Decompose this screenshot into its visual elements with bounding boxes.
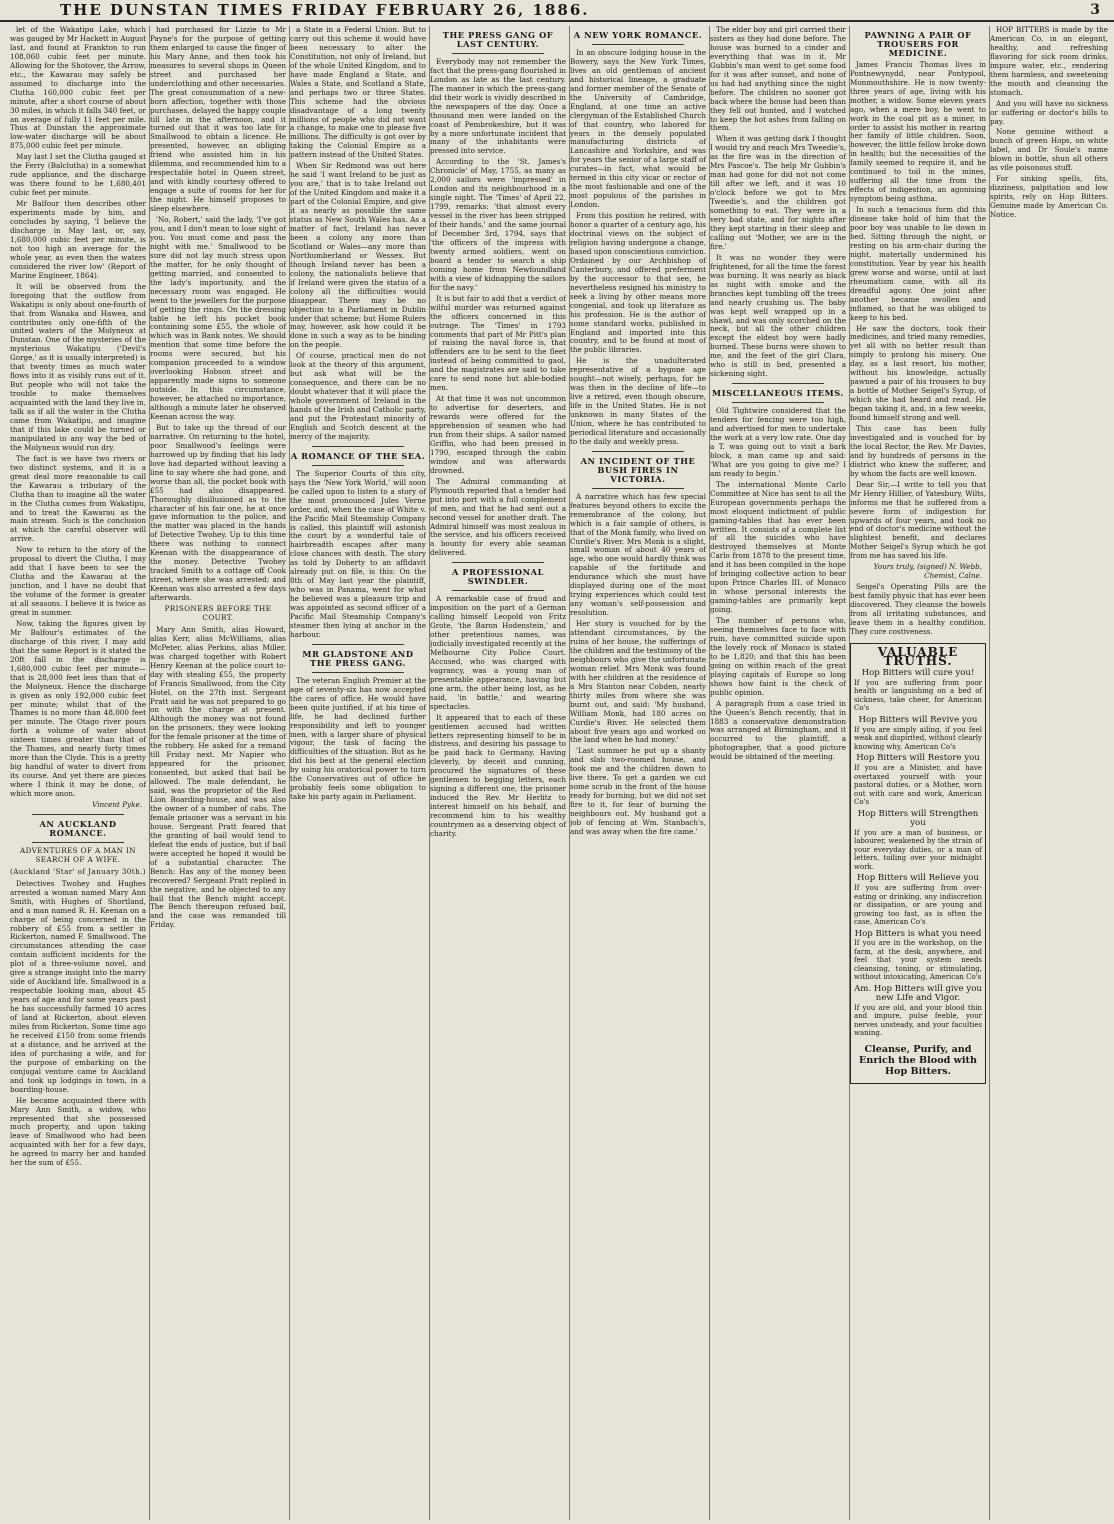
divider: [32, 842, 124, 843]
article-paragraph: This case has been fully investigated and is vouched for by the local Rector, the Rev. Mr Davies, and by hundreds of persons in the district who knew the sufferer, and by whom the facts are well known.: [850, 423, 986, 478]
advert-text: If you are a man of business, or labourer, weakened by the strain of your everyday duties, or a man of letters, toiling over your midnight work.: [854, 828, 982, 871]
article-paragraph: had purchased for Lizzie to Mr Payne's for the purpose of getting them enlarged to cause the finger of his Mary Anne, and then took his measures to several shops in Queen street and purchased her underclothing and other necessaries. The great consummation of a new-born affection, together with those purchases, delayed the happy couple till late in the afternoon, and it turned out that it was too late for Smallwood to obtain a licence. He presented, however, an obliging friend who assisted him in his dilemma, and recommended him to a respectable hotel in Queen street, and with kindly courtesy offered to engage a suite of rooms for her for the night. He himself proposes to sleep elsewhere.: [150, 26, 286, 214]
article-paragraph: According to the 'St. James's Chronicle' of May, 1755, as many as 2,000 sailors were 'impressed' in London and its neighbourhood in a single night. The 'Times' of April 22, 1799, remarks: 'that almost every vessel in the river has been stripped of their hands,' and the same journal of December 3rd, 1794, says that 'the officers of the impress with twenty armed soldiers, went on board a tender to search a ship coming home from Newfoundland with a view of kidnapping the sailors for the navy.': [430, 157, 566, 292]
article-paragraph: Detectives Twohey and Hughes arrested a woman named Mary Ann Smith, with Hughes of Shortland, and a man named R. H. Keenan on a charge of being concerned in the robbery of £55 from a settler in Rickerton, named F. Smallwood. The circumstances attending the case contain sufficient incidents for the plot of a three-volume novel, and give a strange insight into the marry side of Auckland life. Smallwood is a respectable looking man, about 45 years of age and for some years past he has successfully farmed 10 acres of land at Rickerton, about eleven miles from Rickerton. Some time ago he received £150 from some friends at a distance, and he arrived at the idea of purchasing a wife, and for the purpose of embarking on the conjugal venture came to Auckland and took up lodgings in town, in a boarding-house.: [10, 878, 146, 1094]
article-paragraph: let of the Wakatipu Lake, which was gauged by Mr Hackett in August last, and found at Frankton to run 108,060 cubic feet per minute. Allowing for the Shotover, the Arrow, etc., the Kawarau may safely be assumed to discharge into the Clutha 160,000 cubic feet per minute, after a short course of about 30 miles, in which it falls 340 feet, or an average of fully 11 feet per mile. Thus at Dunstan the approximate low-water discharge will be about 875,000 cubic feet per minute.: [10, 26, 146, 151]
article-paragraph: Seigel's Operating Pills are the best family physic that has ever been discovered. They cleanse the bowels from all irritating substances, and leave them in a healthy condition. They cure costiveness.: [850, 582, 986, 636]
article-paragraph: It will be observed from the foregoing that the outflow from Wakatipu is only about one-fourth of that from Wanaka and Hawea, and contributes only one-fifth of the united waters of the Molyneux at Dunstan. One of the mysteries of the mysterious Wakatipu ('Devil's Gorge,' as it is usually interpreted) is that twenty times as much water flows into it as visibly runs out of it. But people who will not take the trouble to make themselves acquainted with the land they live in, talk as if all the water in the Clutha came from Wakatipu, and imagine that if this lake could be turned or manipulated in any way the bed of the Molyneux would run dry.: [10, 281, 146, 452]
column-1: [10, 26, 150, 1520]
divider: [592, 44, 684, 45]
letter-signature: Yours truly, (signed) N. Webb, Chemist, Calne.: [873, 562, 982, 581]
article-paragraph: Everybody may not remember the fact that the press-gang flourished in London as late as the last century. The manner in which the press-gang did their work is vividly described in the newspapers of the day. Once a thousand men were landed on the coast of Pembrokeshire, but it was by a more unfortunate incident that many of the inhabitants were pressed into service.: [430, 56, 566, 156]
divider: [592, 488, 684, 489]
article-paragraph: The elder boy and girl carried their sisters as they had done before. The house was burned to a cinder and everything that was in it. Mr Gubbin's man went to get some food for it was after sunset, and none of us had had anything since the night before. The children no sooner got back where the house had been than they fell out hunted, and I watched to keep the hot ashes from falling on them.: [710, 26, 846, 133]
article-paragraph: None genuine without a bunch of green Hops, on white label, and Dr Soule's name blown in bottle, shun all others as vile poisonous stuff.: [990, 127, 1108, 173]
advert-text: If you are a Minister, and have overtaxed yourself with your pastoral duties, or a Mother, worn out with care and work, American Co's: [854, 764, 982, 807]
article-paragraph: A narrative which has few special features beyond others to excite the remembrance of the colony, but which is a fair sample of others, is that of the Monk family, who lived on Curdie's River. Mrs Monk is a slight, small woman of about 40 years of age, who one would hardly think was capable of the fortitude and endurance which she must have displayed during one of the most trying experiences which could test any woman's self-possession and resolution.: [570, 491, 706, 618]
article-paragraph: Now, taking the figures given by Mr Balfour's estimates of the discharge of this river, I may add that the same Report is it stated the 20ft fall in the discharge is 1,680,000 cubic feet per minute—that is 28,000 feet less than that of the Molyneux. Hence the discharge is given as only 192,000 cubic feet per minute; whilst that of the Thames is no more than 48,000 feet per minute. The Otago river pours forth a volume of water about sixteen times greater than that of the Thames, and nearly forty times more than the Clyde. This is a pretty big handful of water to divert from its course. And yet there are pieces where I think it may be done, of which more anon.: [10, 618, 146, 799]
dateline: (Auckland 'Star' of January 30th.): [10, 866, 146, 876]
headline-new-york-romance: A NEW YORK ROMANCE.: [573, 30, 703, 40]
column-4: [430, 26, 570, 1520]
column-8: [990, 26, 1111, 1520]
article-paragraph: From this position he retired, with honor a quarter of a century ago, his doctrinal views on the subject of religion having undergone a change, based upon conscientious conviction. Ordained by our Archbishop of Canterbury, and offered preferment by the successor to that see, he nevertheless resigned his ministry to seek a living by other means more congenial, and took up literature as his profession. He is the author of some standard works, published in England and imported into this country, and to be found at most of the public libraries.: [570, 211, 706, 355]
advert-text: If you are suffering from over-eating or drinking, any indiscretion or dissipation, or are young and growing too fast, as is often the case, American Co's: [854, 884, 982, 927]
advert-text: If you are simply ailing, if you feel weak and dispirited, without clearly knowing why, American Co's: [854, 725, 982, 751]
advert-text: If you are in the workshop, on the farm, at the desk, anywhere, and feel that your system needs cleansing, toning, or stimulating, without intoxicating, American Co's: [854, 939, 982, 982]
article-paragraph: The Admiral commanding at Plymouth reported that a tender had put into port with a full complement of men, and that he had sent out a second vessel for another draft. The Admiral himself was most zealous in the service, and his officers received a bounty for every able seaman delivered.: [430, 476, 566, 558]
divider: [452, 590, 544, 591]
article-paragraph: Dear Sir,—I write to tell you that Mr Henry Hillier, of Yatesbury, Wilts, informs me that he suffered from a severe form of indigestion for upwards of four years, and took no end of doctor's medicine without the slightest benefit, and declares Mother Seigel's Syrup which he got from me has saved his life.: [850, 479, 986, 561]
headline-miscellaneous: MISCELLANEOUS ITEMS.: [712, 388, 844, 399]
article-paragraph: Of course, practical men do not look at the theory of this argument, but ask what will be the consequence, and there can be no doubt whatever that it will place the whole government of Ireland in the hands of the Irish and Catholic party, and put the Protestant minority of English and Scotch descent at the mercy of the majority.: [290, 351, 426, 441]
headline-swindler: A PROFESSIONAL SWINDLER.: [452, 567, 544, 587]
divider: [452, 53, 544, 54]
article-paragraph: The veteran English Premier at the age of seventy-six has now accepted the cares of office. He would have been quite justified, if at his time of life, he had declined further responsibility and left to younger men, with a larger share of physical vigour, the task of facing the difficulties of the situation. But as he did his best at the general election by using his oratorical power to turn the Conservatives out of office he probably feels some obligation to take his party again in Parliament.: [290, 675, 426, 802]
article-paragraph: 'Last summer he put up a shanty and slab two-roomed house, and took me and the children down to live there. To get a garden we cut some scrub in the front of the house ready for burning, but we did not set fire to it, for fear of burning the neighbours out. My husband got a job of fencing at Wm. Stanbach's, and was away when the fire came.': [570, 746, 706, 837]
divider: [32, 814, 124, 815]
column-5: [570, 26, 710, 1520]
article-paragraph: James Francis Thomas lives in Pontnewynydd, near Pontypool, Monmouthshire. He is now twenty-three years of age, living with his mother, a widow. Some eleven years ago, when a mere boy, he went to work in the coal pit as a miner, in order to assist his mother in rearing her family of little children. Soon, however, the little fellow broke down in health; but the necessities of the family seemed to require it, and he continued to toil in the mines, suffering all the time from the effects of indigestion, an agonising symptom being asthma.: [850, 59, 986, 204]
divider: [312, 644, 404, 645]
advert-heading: Hop Bitters will Relieve you: [857, 873, 979, 884]
subheadline: ADVENTURES OF A MAN IN SEARCH OF A WIFE.: [20, 845, 136, 864]
article-paragraph: And you will have no sickness or suffering or doctor's bills to pay.: [990, 98, 1108, 126]
divider: [732, 383, 824, 384]
article-paragraph: Old Tightwire considered that the tenders for fencing were too high, and advertised for men to undertake the work at a very low rate. One day a T. was going out to visit a bark block, a man came up and said: 'What are you going to give me? I am ready to begin.': [710, 406, 846, 478]
article-paragraph: At that time it was not uncommon to advertise for deserters, and rewards were offered for the apprehension of seamen who had run from their ships. A sailor named Griffin, who had been pressed in 1790, escaped through the cabin window and was afterwards drowned.: [430, 394, 566, 475]
article-paragraph: He saw the doctors, took their medicines, and tried many remedies, yet all with no better result than simply to prolong his misery. One day, as a last resort, his mother, without his knowledge, actually pawned a pair of his trousers to buy a bottle of Mother Seigel's Syrup, of which she had heard and read. He began taking it, and, in a few weeks, found himself strong and well.: [850, 323, 986, 423]
article-paragraph: It is but fair to add that a verdict of wilful murder was returned against the officers concerned in this outrage. The 'Times' in 1793 comments that part of Mr Pitt's plan of raising the naval force is, that offenders are to be sent to the fleet instead of being committed to gaol, and the magistrates are said to take care to send none but able-bodied men.: [430, 293, 566, 393]
divider: [312, 465, 404, 466]
advert-heading: Hop Bitters will Restore you: [856, 753, 980, 764]
author-signature: Vincent Pyke.: [92, 800, 142, 810]
article-paragraph: In an obscure lodging house in the Bowery, says the New York Times, lives an old gentleman of ancient and historical lineage, a graduate and former member of the Senate of the University of Cambridge, England, at one time an active clergyman of the Established Church of that country, who labored for years in the densely populated manufacturing districts of Lancashire and Yorkshire, and was for years the senior of a large staff of curates—in fact, what would be termed in this city vicar or rector of the most fashionable and one of the most populous of the parishes in London.: [570, 47, 706, 210]
columns: [10, 26, 1110, 1520]
article-paragraph: The number of persons who, seeing themselves face to face with ruin, have committed suicide upon the lovely rock of Monaco is stated to be 1,820; and that this has been going on within reach of the great playing capitals of Europe so long shows how faint is the check of public opinion.: [710, 616, 846, 697]
divider: [592, 451, 684, 452]
article-paragraph: It was no wonder they were frightened, for all the time the forest was burning. It was nearly as black as night with smoke and the branches kept tumbling off the trees and nearly crushing us. The baby was kept well wrapped up in a shawl, and was only scorched on the neck, but all the other children except the eldest boy were badly burned. These burns were shown to me, and the feet of the girl Clara, who is still in bed, presented a sickening sight.: [710, 252, 846, 379]
headline-romance-of-the-sea: A ROMANCE OF THE SEA.: [290, 450, 426, 461]
advert-text: If you are old, and your blood thin and impure, pulse feeble, your nerves unsteady, and your faculties waning.: [854, 1003, 982, 1038]
column-3: [290, 26, 430, 1520]
advert-title: VALUABLE TRUTHS.: [877, 644, 959, 668]
headline-auckland-romance: AN AUCKLAND ROMANCE.: [39, 818, 117, 838]
advert-text: If you are suffering from poor health or languishing on a bed of sickness, take cheer, for American Co's: [854, 678, 982, 713]
article-paragraph: When it was getting dark I thought I would try and reach Mrs Tweedie's, as the fire was in the direction of Mrs Pascoe's. The help Mr Gubbin's man had gone for did not not come till after we left, and it was 10 o'clock before we got to Mrs Tweedie's, and the children got something to eat. They were in a very bad state, and for nights after they kept starting in their sleep and calling out 'Mother, we are in the fire.': [710, 134, 846, 251]
divider: [312, 446, 404, 447]
article-paragraph: Mr Balfour then describes other experiments made by him, and concludes by saying, 'I believe the discharge in May last, or, say, 1,680,000 cubic feet per minute, is not too high an average for the whole year, as even then the waters considered the river low' (Report of Marine Engineer, 1864).: [10, 199, 146, 280]
article-paragraph: 'No, Robert,' said the lady, 'I've got you, and I don't mean to lose sight of you. You must come and pass the night with me.' Smallwood to be sure did not lay much stress upon the matter, for he only thought of getting married, and consented to the lady's importunity, and the necessary room was engaged. He went to the jewellers for the purpose of getting the rings. On the dressing table he left his pocket book containing some £55, the whole of which was in Bank notes. We should mention that some time before the rooms were secured, but his companion proceeded to a window overlooking Hobson street and apparently made signs to someone outside. In this circumstance, however, he attached no importance, although a minute later he observed Keenan across the way.: [150, 215, 286, 421]
headline-gladstone: MR GLADSTONE AND THE PRESS GANG.: [302, 648, 414, 668]
article-paragraph: The fact is we have two rivers or two distinct systems, and it is a great deal more reasonable to call the Kawarau a tributary of the Clutha than to imagine all the water in the Clutha comes from Wakatipu, and to treat the Kawarau as the main stream. Such is the conclusion at which the careful observer will arrive.: [10, 453, 146, 544]
article-paragraph: Mary Ann Smith, alias Howard, alias Kerr, alias McWilliams, alias McPeter, alias Perkins, alias Miller, was charged together with Robert Henry Keenan at the police court to-day with stealing £55, the property of Francis Smallwood, from the City Hotel, on the 27th inst. Sergeant Pratt said he was not prepared to go on with the charge at present. Although the money was not found on the prisoners, they were looking for the female prisoner at the time of the robbery. He asked for a remand till Friday next. Mr Napier who appeared for the prisoner, consented, but asked that bail be allowed. The male defendant, he said, was the proprietor of the Red Lion Boarding-house, and was also the owner of a number of cabs. The female prisoner was a servant in his house. Sergeant Pratt feared that the granting of bail would tend to defeat the ends of justice, but if bail were accepted he hoped it would be of a substantial character. The Bench: Has any of the money been recovered? Sergeant Pratt replied in the negative, and he objected to any bail that the Bench might accept. The Bench thereupon refused bail, and the case was remanded till Friday.: [150, 624, 286, 930]
column-7: [850, 26, 990, 1520]
divider: [732, 402, 824, 403]
advert-heading: Hop Bitters will Strengthen you: [857, 808, 979, 828]
article-paragraph: a State in a Federal Union. But to carry out this scheme it would have been necessary to alter the Constitution, not only of Ireland, but of the whole United Kingdom, and to have made England a State, and Wales a State, and Scotland a State, and perhaps two or three States. This scheme had the obvious disadvantage of a long twenty millions of people who did not want a change, to make one to please five millions. The difficulty is got over by taking the Colonial Empire as a pattern instead of the United States.: [290, 26, 426, 160]
article-paragraph: Her story is vouched for by the attendant circumstances, by the ruins of her house, the sufferings of the children and the testimony of the neighbours who give the unfortunate woman relief. Mrs Monk was found with her children at the residence of a Mrs Stanton near Cobden, nearly thirty miles from where she was burnt out, and said: 'My husband, William Monk, had 180 acres on Curdie's River. He selected them about five years ago and worked on the land when he had money.': [570, 619, 706, 745]
advert-footer: Cleanse, Purify, and Enrich the Blood with Hop Bitters.: [859, 1043, 977, 1077]
article-paragraph: He became acquainted there with Mary Ann Smith, a widow, who represented that she possessed much property, and upon taking leave of Smallwood who had been acquainted with her for a few days, he agreed to marry her and handed her the sum of £55.: [10, 1095, 146, 1168]
page-number: 3: [1090, 2, 1100, 18]
hop-bitters-advert: [850, 643, 986, 1084]
advert-heading: Am. Hop Bitters will give you new Life and Vigor.: [854, 983, 982, 1003]
article-paragraph: The Superior Courts of this city, says the 'New York World,' will soon be called upon to listen to a story of the most pronounced Jules Verne order, and, when the case of White v. the Pacific Mail Steamship Company is called, this plaintiff will astonish the court by a wonderful tale of hairbreadth escapes after many close chances with death. The story as told by Doherty to an affidavit already put on file, is this: On the 8th of May last year the plaintiff, who was in Panama, went for what he believed was a pleasure trip and was appointed as second officer of a Pacific Mail Steamship Company's steamer then lying at anchor in the harbour.: [290, 468, 426, 639]
advert-heading: Hop Bitters will cure you!: [861, 667, 975, 678]
article-paragraph: Now to return to the story of the proposal to divert the Clutha, I may add that I have been to see the Clutha and the Kawarau at the junction, and I have no doubt that the volume of the former is greater at all seasons. I believe it is twice as great in summer.: [10, 545, 146, 617]
section-subhead: PRISONERS BEFORE THE COURT.: [164, 604, 272, 622]
article-paragraph: When Sir Redmond was out here he said 'I want Ireland to be just as you are,' that is to take Ireland out of the United Kingdom and make it a part of the Colonial Empire, and give it as nearly as possible the same status as New South Wales has. As a matter of fact, Ireland has never been a colony any more than Scotland or Wales—any more than Northumberland or Wessex. But though Ireland never has been a colony, the nationalists believe that if Ireland were given the status of a colony all the difficulties would disappear. There may be no objection to a Parliament in Dublin under that scheme; but Home Rulers may, however, ask how could it be done in such a way as to be binding on the people.: [290, 161, 426, 350]
divider: [312, 672, 404, 673]
column-2: [150, 26, 290, 1520]
article-paragraph: It appeared that to each of these gentlemen accused had written letters representing himself to be in distress, and desiring his passage to be paid back to Germany. Having cleverly, by deceit and cunning, procured the signatures of these gentlemen to begging letters, each signing a different one, the prisoner induced the Rev. Mr Herlitz to interest himself on his behalf, and recommend him to his wealthy countrymen as a deserving object of charity.: [430, 712, 566, 839]
headline-pawning-trousers: PAWNING A PAIR OF TROUSERS FOR MEDICINE.: [864, 30, 972, 58]
masthead-title: THE DUNSTAN TIMES FRIDAY FEBRUARY 26, 1886.: [60, 1, 590, 19]
article-paragraph: A remarkable case of fraud and imposition on the part of a German calling himself Leopold von Fritz Grote, 'the Baron Hodenstein,' and other pretentious names, was judicially investigated recently at the Melbourne City Police Court. Accused, who was charged with vagrancy, was a young man of presentable appearance, having but one arm, the other being lost, as he said, 'in battle,' and wearing spectacles.: [430, 594, 566, 711]
masthead: [0, 0, 1114, 22]
divider: [452, 562, 544, 563]
article-paragraph: For sinking spells, fits, dizziness, palpitation and low spirits, rely on Hop Bitters. Genuine made by American Co. Notice.: [990, 174, 1108, 220]
headline-press-gang: THE PRESS GANG OF LAST CENTURY.: [442, 30, 554, 49]
article-paragraph: HOP BITTERS is made by the American Co. in an elegant, healthy, and refreshing flavoring for sick room drinks, impure water, etc., rendering them harmless, and sweetening the mouth and cleansing the stomach.: [990, 26, 1108, 97]
headline-bush-fires: AN INCIDENT OF THE BUSH FIRES IN VICTORIA.: [580, 455, 696, 484]
article-paragraph: In such a tenacious form did this disease take hold of him that the poor boy was unable to lie down in bed. Sitting through the night, or resting on his arm-chair during the night, materially undermined his constitution. Year by year his health grew worse and worse, until at last rheumatism came, with all its dreadful agony. One joint after another became swollen and inflamed, so that he was obliged to keep to his bed.: [850, 205, 986, 322]
advert-heading: Hop Bitters is what you need: [854, 928, 982, 939]
article-paragraph: The international Monte Carlo Committee at Nice has sent to all the European governments perhaps the most eloquent indictment of public gaming-tables that has ever been written. It consists of a complete list of all the suicides who have destroyed themselves at Monte Carlo from 1878 to the present time, and it has been compiled in the hope of bringing collective action to bear upon Prince Charles III. of Monaco in whose personal interests the gaming-tables are primarily kept going.: [710, 479, 847, 615]
article-paragraph: He is the unadulterated representative of a bygone age sought—not wisely, perhaps, for he was then in the decline of life—to live a retired, even though obscure, life in the United States. He is not unknown in many States of the Union, where he has contributed to periodical literature and occasionally to the daily and weekly press.: [570, 356, 707, 446]
advert-heading: Hop Bitters will Revive you: [858, 714, 978, 725]
article-paragraph: May last I set the Clutha gauged at the Ferry (Balclutha) in a somewhat rude appliance, and the discharge was there found to be 1,680,401 cubic feet per minute.: [10, 152, 146, 198]
column-6: [710, 26, 850, 1520]
article-paragraph: But to take up the thread of our narrative. On returning to the hotel, poor Smallwood's feelings were harrowed up by finding that his lady love had departed without leaving a line to say where she had gone, and worse than all, the pocket book with £55 had also disappeared. Thoroughly disillusioned as to the character of his fair one, he at once gave information to the police, and the matter was placed in the hands of Detective Twohey. Up to this time there was nothing to connect Keenan with the disappearance of the money. Detective Twohey tracked Smith to a cottage off Cook street, where she was arrested; and Keenan was also arrested a few days afterwards.: [150, 422, 286, 603]
article-paragraph: A paragraph from a case tried in the Queen's Bench recently, that in 1883 a conservative demonstration was arranged at Birmingham, and it occurred to the plaintiff, a photographer, that a good picture would be obtained of the meeting.: [710, 698, 846, 762]
